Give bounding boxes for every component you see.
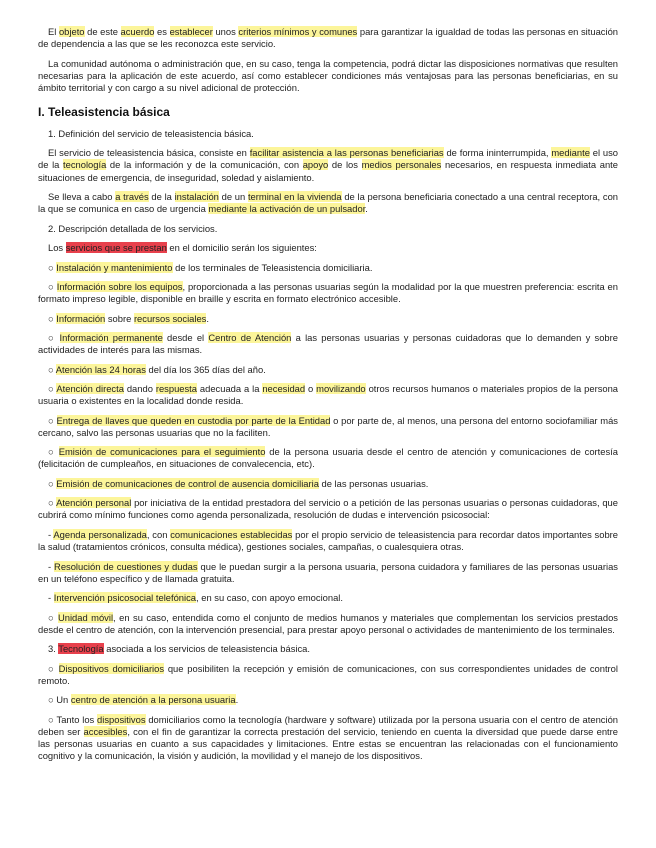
section-heading (38, 105, 618, 119)
highlight-yellow: Unidad móvil (57, 611, 114, 623)
text-run: , proporcionada a las personas usuarias según la modalidad por la que muestren preferencia: escrita en formato impreso legible, disponible en braille y escrita en formato electrónico accesible. (38, 281, 618, 305)
body-paragraph (38, 242, 618, 254)
text-run: Los (48, 242, 66, 254)
text-run: por el propio servicio de teleasistencia para recordar datos importantes sobre la salud (tratamientos crónicos, consulta médica), gestiones sociales, campañas, o cualesquiera otras. (38, 528, 619, 553)
text-run: ○ (48, 261, 57, 273)
body-paragraph (38, 332, 618, 356)
body-paragraph (38, 281, 618, 305)
text-run: otros recursos humanos o materiales propios de la persona usuaria o existentes en la localidad donde resida. (38, 383, 619, 407)
text-run: - (48, 592, 54, 604)
body-paragraph (38, 383, 618, 407)
highlight-yellow: Dispositivos domiciliarios (58, 662, 165, 674)
text-run: del día los 365 días del año. (145, 363, 266, 375)
body-paragraph (38, 592, 618, 604)
text-run: ○ (48, 477, 57, 489)
highlight-yellow: Entrega de llaves que queden en custodia por parte de la Entidad (56, 414, 331, 426)
text-run: domiciliarios como la tecnología (hardware y software) utilizada por la persona usuaria con el centro de atención deben ser (38, 713, 618, 737)
text-run: dando (123, 383, 156, 395)
highlight-yellow: a través (115, 191, 149, 203)
text-run: adecuada a la (197, 383, 263, 395)
highlight-yellow: Agenda personalizada (53, 528, 147, 540)
highlight-yellow: dispositivos (97, 713, 146, 725)
highlight-yellow: establecer (169, 26, 213, 37)
text-run: en el domicilio serán los siguientes: (166, 242, 317, 254)
text-run: o por parte de, al menos, una persona del entorno sociofamiliar más cercano, salvo las personas usuarias que no la faciliten. (38, 414, 618, 438)
text-run: de forma ininterrumpida, (443, 147, 552, 159)
body-paragraph (38, 223, 618, 235)
text-run: - (48, 560, 55, 572)
text-run: que posibiliten la recepción y emisión de comunicaciones, con sus correspondientes unidades de control remoto. (38, 662, 618, 686)
highlight-yellow: Atención directa (56, 383, 124, 395)
text-run: ○ (48, 383, 57, 395)
highlight-red: servicios que se prestan (65, 242, 167, 254)
highlight-yellow: recursos sociales (133, 312, 207, 324)
text-run: de un (218, 191, 248, 203)
text-run: de las personas usuarias. (318, 477, 429, 489)
text-run: ○ (48, 611, 58, 623)
highlight-yellow: Emisión de comunicaciones de control de ausencia domiciliaria (56, 477, 319, 489)
text-run: , en su caso, con apoyo emocional. (196, 592, 343, 604)
body-paragraph (38, 561, 618, 585)
text-run: ○ (48, 497, 57, 509)
highlight-yellow: mediante la activación de un pulsador (208, 203, 366, 215)
highlight-yellow: respuesta (155, 383, 197, 395)
text-run: desde el (162, 332, 209, 344)
document-page (38, 26, 618, 770)
text-run: El servicio de teleasistencia básica, consiste en (48, 147, 250, 159)
text-run: necesarios, en respuesta inmediata ante situaciones de emergencia, de inseguridad, soledad y aislamiento. (38, 159, 618, 183)
text-run: ○ Un (48, 694, 71, 706)
text-run: el uso de la (38, 147, 618, 171)
body-paragraph (38, 529, 618, 553)
text-run: I. Teleasistencia básica (38, 104, 170, 119)
highlight-yellow: Información permanente (59, 332, 163, 344)
text-run: La comunidad autónoma o administración que, en su caso, tenga la competencia, podrá dictar las disposiciones normativas que resulten necesarias para la aplicación de este acuerdo, así como establecer condiciones más ventajosas para las personas beneficiarias, en su ámbito territorial y con cargo a su nivel adicional de protección. (38, 57, 618, 93)
text-run: es (154, 26, 170, 37)
highlight-yellow: medios personales (361, 159, 442, 171)
body-paragraph (38, 262, 618, 274)
text-run: 3. (48, 643, 59, 655)
body-paragraph (38, 364, 618, 376)
body-paragraph (38, 446, 618, 470)
highlight-yellow: apoyo (302, 159, 329, 171)
highlight-yellow: movilizando (316, 383, 366, 395)
text-run: , con el fin de garantizar la correcta prestación del servicio, teniendo en cuenta la diversidad que puede darse entre las personas usuarias en cuanto a sus capacidades y limitaciones. Entre estas se encuentran las relacionadas con el funcionamiento cognitivo y la comunicación, la visión y audición, la movilidad y el manejo de los dispositivos. (38, 725, 618, 762)
highlight-yellow: objeto (58, 26, 85, 37)
highlight-yellow: facilitar asistencia a las personas beneficiarias (249, 147, 444, 159)
body-paragraph (38, 643, 618, 655)
text-run: por iniciativa de la entidad prestadora del servicio o a petición de las personas usuarias o personas cuidadoras, que cubrirá como mínimo funciones como agenda personalizada, resolución de dudas e intervención psicosocial: (38, 497, 618, 521)
highlight-yellow: acuerdo (120, 26, 155, 37)
text-run: , con (146, 528, 171, 540)
highlight-yellow: centro de atención a la persona usuaria (70, 694, 236, 706)
text-run: sobre (105, 312, 134, 324)
highlight-yellow: terminal en la vivienda (247, 191, 342, 203)
text-run: ○ (48, 281, 57, 293)
text-run: - (48, 528, 54, 540)
text-run: . (235, 694, 239, 706)
highlight-yellow: Atención personal (56, 497, 132, 509)
body-paragraph (38, 478, 618, 490)
text-run: . (365, 203, 368, 215)
text-run: unos (212, 26, 239, 37)
highlight-yellow: Atención las 24 horas (55, 363, 146, 375)
body-paragraph (38, 612, 618, 636)
text-run: para garantizar la igualdad de todas las personas en situación de dependencia a las que se les reconozca este servicio. (38, 26, 618, 50)
text-run: El (48, 26, 59, 37)
text-run: ○ (48, 363, 56, 375)
text-run: de la persona beneficiaria conectado a una central receptora, con la que se comunica en caso de urgencia (38, 191, 619, 215)
highlight-yellow: Información sobre los equipos (56, 281, 183, 293)
highlight-yellow: Intervención psicosocial telefónica (53, 592, 197, 604)
text-run: ○ (48, 414, 57, 426)
text-run: de este (84, 26, 121, 37)
highlight-yellow: tecnología (63, 159, 107, 171)
body-paragraph (38, 313, 618, 325)
text-run: ○ (48, 662, 59, 674)
highlight-yellow: accesibles (83, 725, 128, 737)
body-paragraph (38, 58, 618, 94)
highlight-yellow: Centro de Atención (208, 332, 292, 344)
highlight-red: Tecnología (58, 643, 104, 655)
text-run: ○ (48, 332, 60, 344)
body-paragraph (38, 694, 618, 706)
body-paragraph (38, 497, 618, 521)
text-run: ○ (48, 312, 57, 324)
highlight-yellow: Información (56, 312, 106, 324)
text-run: de los terminales de Teleasistencia domiciliaria. (172, 261, 373, 273)
highlight-yellow: criterios mínimos y comunes (238, 26, 358, 37)
text-run: ○ Tanto los (48, 713, 98, 725)
text-run: ○ (48, 446, 59, 458)
body-paragraph (38, 147, 618, 183)
text-run: . (206, 312, 209, 324)
text-run: o (305, 383, 317, 395)
body-paragraph (38, 191, 618, 215)
highlight-yellow: mediante (551, 147, 590, 159)
body-paragraph (38, 663, 618, 687)
text-run: de la persona usuaria desde el centro de atención y comunicaciones de cortesía (felicitación de cumpleaños, en situaciones de convalecencia, etc). (38, 446, 618, 470)
text-run: que le puedan surgir a la persona usuaria, persona cuidadora y familiares de las personas usuarias en un teléfono específico y de llamada gratuita. (38, 560, 618, 584)
text-run: , en su caso, entendida como el conjunto de medios humanos y materiales que complementan los servicios prestados desde el centro de atención, con la intervención presencial, para prestar apoyo personal o actividades de mantenimiento de los terminales. (38, 611, 618, 635)
highlight-yellow: comunicaciones establecidas (170, 528, 293, 540)
text-run: Se lleva a cabo (48, 191, 116, 203)
highlight-yellow: Emisión de comunicaciones para el seguimiento (58, 446, 266, 458)
body-paragraph (38, 714, 618, 762)
text-run: de la (148, 191, 175, 203)
text-run: de los (328, 159, 362, 171)
body-paragraph (38, 128, 618, 140)
text-run: de la información y de la comunicación, con (106, 159, 303, 171)
highlight-yellow: necesidad (262, 383, 306, 395)
text-run: a las personas usuarias y personas cuidadoras que lo demanden y sobre actividades de interés para las mismas. (38, 332, 618, 356)
highlight-yellow: Resolución de cuestiones y dudas (54, 560, 198, 572)
text-run: 2. Descripción detallada de los servicios. (48, 222, 218, 234)
highlight-yellow: instalación (174, 191, 219, 203)
text-run: asociada a los servicios de teleasistencia básica. (103, 643, 310, 655)
body-paragraph (38, 415, 618, 439)
highlight-yellow: Instalación y mantenimiento (56, 261, 173, 273)
body-paragraph (38, 26, 618, 50)
text-run: 1. Definición del servicio de teleasistencia básica. (48, 127, 254, 139)
